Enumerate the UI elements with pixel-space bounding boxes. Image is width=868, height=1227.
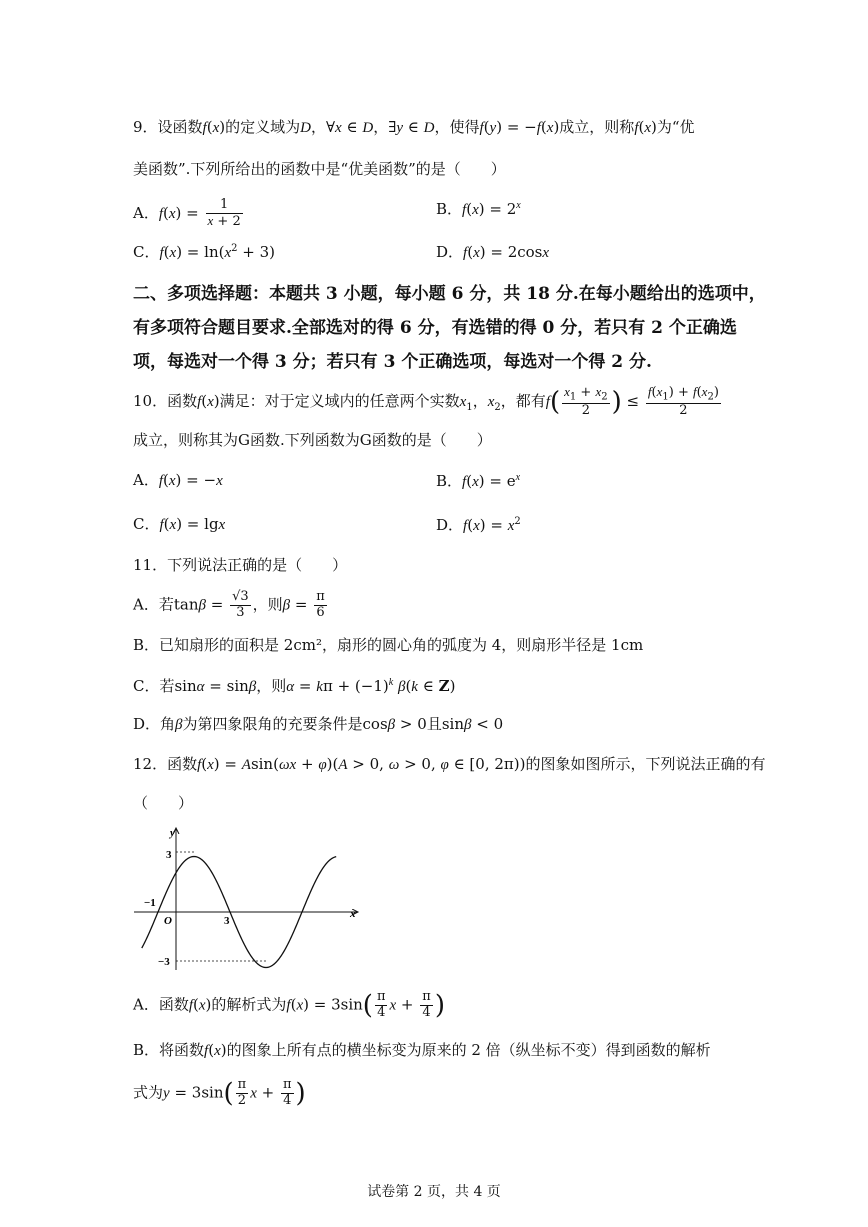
q10-option-c: C．f(x) = lgx xyxy=(133,515,226,533)
q12-option-a: A．函数f(x)的解析式为f(x) = 3sin( $\frac{\pi}{4}$ x + $\frac{\pi}{4}$ ) xyxy=(133,989,445,1021)
q10-option-b: B．$f(x) = e^x$ xyxy=(436,472,521,490)
q9-option-b: B．$f(x) = 2^x$ xyxy=(436,200,521,218)
page-footer: 试卷第 2 页，共 4 页 xyxy=(367,1184,501,1200)
q10-line2: 成立，则称其为G函数.下列函数为G函数的是（ ） xyxy=(133,431,492,449)
q11-stem: 11．下列说法正确的是（ ） xyxy=(133,556,348,574)
origin-label: O xyxy=(164,915,172,927)
q11-option-d: D．角β为第四象限角的充要条件是cosβ > 0且sinβ < 0 xyxy=(133,715,504,733)
q12-line1: 12．函数f(x) = Asin(ωx + φ)(A > 0, ω > 0, φ ∈ [0, 2π))的图象如图所示，下列说法正确的有 xyxy=(133,755,766,773)
q11-option-a: A．若tanβ = $\frac{√3}{3}$ ，则β = $\frac{\pi}{6}$ xyxy=(133,589,325,620)
q12-option-b-line1: B．将函数f(x)的图象上所有点的横坐标变为原来的 2 倍（纵坐标不变）得到函数的解析 xyxy=(133,1041,711,1059)
tick-label-x-minus-1: −1 xyxy=(144,897,156,909)
tick-label-x-3: 3 xyxy=(224,915,230,927)
q10-option-d: D．$f(x) = x^2$ xyxy=(436,516,521,534)
sine-graph xyxy=(120,818,370,978)
q9-option-d: D．f(x) = 2cosx xyxy=(436,243,550,261)
q9-line1: 9．设函数f(x)的定义域为D，∀x ∈ D，∃y ∈ D，使得f(y) = −f(x)成立，则称f(x)为“优 xyxy=(133,118,695,136)
q12-option-b-line2: 式为y = 3sin( $\frac{\pi}{2}$ x + $\frac{\pi}{4}$ ) xyxy=(133,1077,306,1109)
q11-option-b: B．已知扇形的面积是 2cm²，扇形的圆心角的弧度为 4，则扇形半径是 1cm xyxy=(133,636,644,654)
section2-line1: 二、多项选择题：本题共 3 小题，每小题 6 分，共 18 分.在每小题给出的选项中， xyxy=(133,284,766,304)
q11-option-c: C．若sinα = sinβ，则$\alpha = k\pi + (-1)^k$ β(k ∈ Z) xyxy=(133,677,456,695)
tick-label-y-3: 3 xyxy=(166,849,172,861)
q9-option-c: C．$f(x) = \ln(x^2 + 3)$ xyxy=(133,243,276,261)
section2-line2: 有多项符合题目要求.全部选对的得 6 分，有选错的得 0 分，若只有 2 个正确选 xyxy=(133,318,737,338)
section2-line3: 项，每选对一个得 3 分；若只有 3 个正确选项，每选对一个得 2 分. xyxy=(133,352,652,372)
y-axis-label: y xyxy=(170,827,175,839)
q9-line2: 美函数”.下列所给出的函数中是“优美函数”的是（ ） xyxy=(133,160,506,178)
tick-label-y-minus-3: −3 xyxy=(158,956,170,968)
q10-line1: 10．函数f(x)满足：对于定义域内的任意两个实数$x_1$，$x_2$，都有f( $\frac{x_1 + x_2}{2}$ ) ≤ $\frac{f(x_1) + f(x_2)}{2}$ xyxy=(133,384,719,419)
x-axis-label: x xyxy=(350,908,356,920)
q9-option-a: A．f(x) = $\frac{1}{x + 2}$ xyxy=(133,197,241,229)
q12-line2: （ ） xyxy=(133,794,194,812)
q10-option-a: A．f(x) = −x xyxy=(133,471,223,489)
